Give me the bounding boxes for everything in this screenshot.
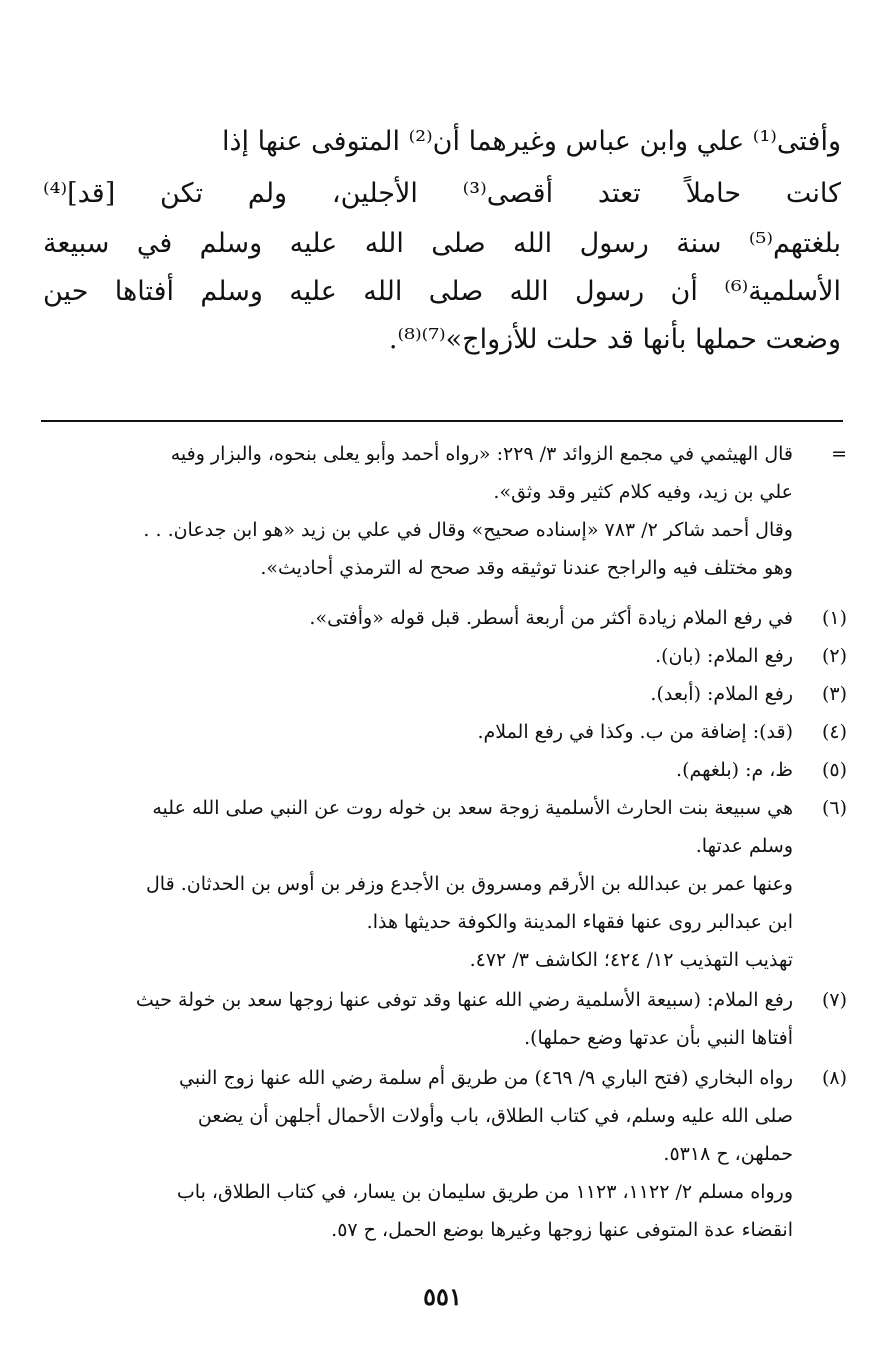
continuation-line-1: قال الهيثمي في مجمع الزوائد ٣/ ٢٢٩: «رواه أحمد وأبو يعلى بنحوه، والبزار وفيه [170,443,793,465]
footnote-number: (٧) [821,989,847,1011]
footnote-line: (قد): إضافة من ب. وكذا في رفع الملام. [477,721,793,743]
footnote-number: (٤) [821,721,847,743]
footnote-line: رفع الملام: (أبعد). [650,683,793,705]
main-text-line-1: وأفتى⁽¹⁾ علي وابن عباس وغيرهما أن⁽²⁾ المتوفى عنها إذا [222,126,841,157]
footnote-line: رواه البخاري (فتح الباري ٩/ ٤٦٩) من طريق أم سلمة رضي الله عنها زوج النبي [179,1067,793,1089]
footnote-number: (١) [821,607,847,629]
main-text-line-4: الأسلمية⁽⁶⁾ أن رسول الله صلى الله عليه وسلم أفتاها حين [43,276,841,307]
footnote-number: (٨) [821,1067,847,1089]
footnote-line: تهذيب التهذيب ١٢/ ٤٢٤؛ الكاشف ٣/ ٤٧٢. [469,949,793,971]
footnote-divider [41,420,843,422]
continuation-marker: = [831,443,847,465]
footnote-line: ابن عبدالبر روى عنها فقهاء المدينة والكوفة حديثها هذا. [366,911,793,933]
footnote-line: في رفع الملام زيادة أكثر من أربعة أسطر. قبل قوله «وأفتى». [309,607,793,629]
page-number: ٥٥١ [423,1282,462,1311]
footnote-line: هي سبيعة بنت الحارث الأسلمية زوجة سعد بن خوله روت عن النبي صلى الله عليه [152,797,793,819]
footnote-number: (٢) [821,645,847,667]
footnote-number: (٦) [821,797,847,819]
footnote-line: ظ، م: (بلغهم). [676,759,793,781]
footnote-line: رفع الملام: (سبيعة الأسلمية رضي الله عنها وقد توفى عنها زوجها سعد بن خولة حيث [135,989,793,1011]
continuation-line-3: وقال أحمد شاكر ٢/ ٧٨٣ «إسناده صحيح» وقال في علي بن زيد «هو ابن جدعان. . . [143,519,793,541]
continuation-line-4: وهو مختلف فيه والراجح عندنا توثيقه وقد صحح له الترمذي أحاديث». [260,557,793,579]
footnote-number: (٣) [821,683,847,705]
footnote-number: (٥) [821,759,847,781]
footnote-line: أفتاها النبي بأن عدتها وضع حملها). [524,1027,793,1049]
footnote-line: صلى الله عليه وسلم، في كتاب الطلاق، باب وأولات الأحمال أجلهن أن يضعن [197,1105,793,1127]
continuation-line-2: علي بن زيد، وفيه كلام كثير وقد وثق». [493,481,793,503]
footnote-line: وعنها عمر بن عبدالله بن الأرقم ومسروق بن الأجدع وزفر بن أوس بن الحدثان. قال [145,873,793,895]
footnote-line: انقضاء عدة المتوفى عنها زوجها وغيرها بوضع الحمل، ح ٥٧. [331,1219,793,1241]
footnote-line: رفع الملام: (بان). [655,645,793,667]
main-text-line-3: بلغتهم⁽⁵⁾ سنة رسول الله صلى الله عليه وسلم في سبيعة [43,228,841,259]
footnote-line: وسلم عدتها. [695,835,793,857]
footnote-line: ورواه مسلم ٢/ ١١٢٢، ١١٢٣ من طريق سليمان بن يسار، في كتاب الطلاق، باب [176,1181,793,1203]
footnote-line: حملهن، ح ٥٣١٨. [663,1143,793,1165]
main-text-line-5: وضعت حملها بأنها قد حلت للأزواج»⁽⁷⁾⁽⁸⁾. [388,324,841,355]
main-text-line-2: كانت حاملاً تعتد أقصى⁽³⁾ الأجلين، ولم تكن [قد]⁽⁴⁾ [43,178,841,209]
